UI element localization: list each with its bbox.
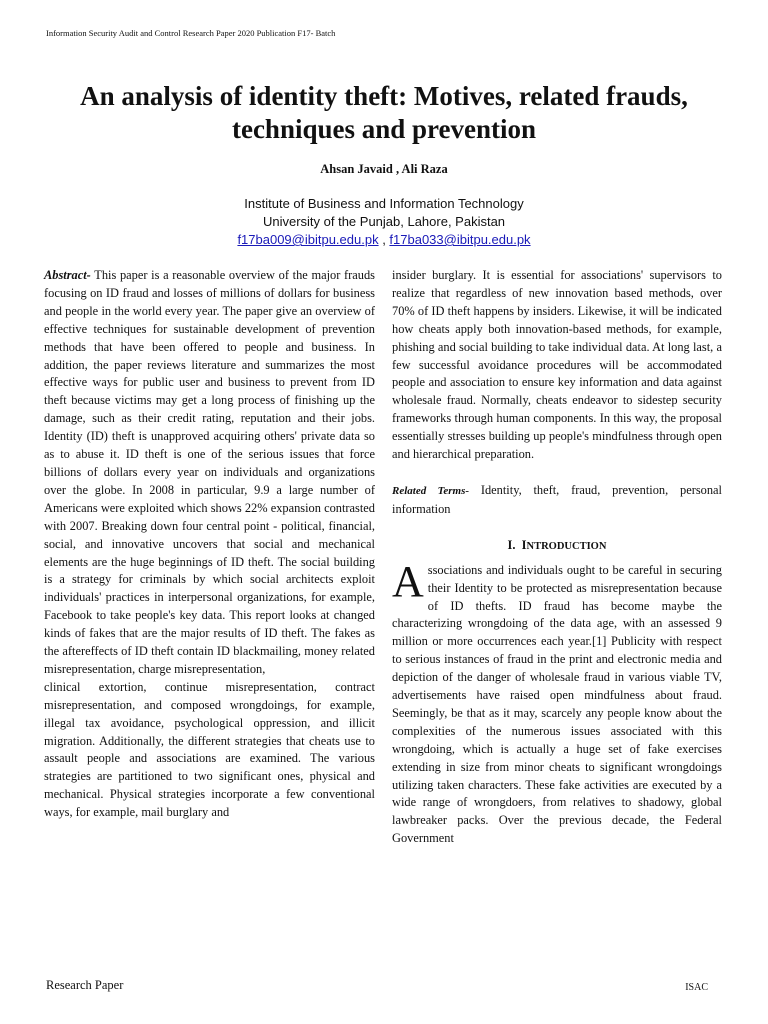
email-separator: ,	[378, 232, 390, 247]
running-header: Information Security Audit and Control Research Paper 2020 Publication F17- Batch	[46, 28, 336, 38]
section-numeral: I.	[507, 537, 516, 552]
right-column	[392, 267, 722, 848]
left-column	[44, 267, 375, 822]
institute-name: Institute of Business and Information Technology	[244, 196, 524, 211]
introduction-text: ssociations and individuals ought to be careful in securing their Identity to be protected as misrepresentation because of ID thefts. ID fraud has become maybe the characterizing wrongdoing of the data age, with an assessed 9 million or more occurrences each year.[1] Publicity with respect to serious instances of fraud in the print and electronic media and depiction of the danger of wholesale fraud in various viable TV, advertisements have raised open mindfulness about fraud. Seemingly, be that as it may, scarcely any people know about the complexities of the numerous issues associated with this wrongdoing, which is actually a huge set of fake exercises extending in size from minor cheats to significant wrongdoings utilizing taken characters. These fake activities are executed by a wide range of wrongdoers, from relatives to shadowy, global lawbreaker packs. Over the previous decade, the Federal Government	[392, 562, 722, 846]
email-line	[0, 231, 768, 249]
affiliation-block	[0, 195, 768, 249]
section-heading-initial: I	[521, 537, 527, 552]
abstract-text-continued: insider burglary. It is essential for associations' supervisors to realize that regardless of new innovation based methods, over 70% of ID theft happens by insiders. Likewise, it will be indicated how cheats apply both innovation-based methods, for example, phishing and social building to take individual data. At long last, a few successful avoidance procedures will be accommodated people and association to ensure key information and data against wholesale fraud. Normally, cheats endeavor to sidestep security frameworks through human components. In this way, the proposal essentially stresses building up people's mindfulness through open and hierarchical preparation.	[392, 268, 722, 462]
abstract-text: This paper is a reasonable overview of the major frauds focusing on ID fraud and losses of millions of dollars for business and people in the world every year. The paper give an overview of effective techniques for sustainable development of prevention methods that have been offered to people and business. In addition, the paper reviews literature and summarizes the most effective ways for public user and business to prevent from ID theft because victims may get a long process of finishing up the damage, such as their credit rating, reputation and their jobs. Identity (ID) theft is unapproved acquiring others' private data so as to abuse it. ID theft is one of the serious issues that force billions of dollars every year on individuals and organizations over the globe. In 2008 in particular, 9.9 a large number of Americans were exploited which shows 22% expansion contrasted with 2007. Breaking down four central point - political, financial, social, and innovative uncovers that social and mechanical elements are the huge beginnings of ID theft. The social building is a strategy for criminals by which social architects exploit individuals' practices in interpersonal organizations, for example, Facebook to take people's key data. This report looks at changed kinds of fakes that are the major results of ID theft. The fakes as the aftereffects of ID theft contain ID blackmailing, money related misrepresentation, charge misrepresentation,	[44, 268, 375, 676]
section-heading-introduction	[392, 537, 722, 556]
introduction-paragraph	[392, 556, 722, 849]
paper-title: An analysis of identity theft: Motives, related frauds, techniques and prevention	[80, 81, 688, 144]
abstract-paragraph	[44, 267, 375, 679]
related-terms-text: Identity, theft, fraud, prevention, personal information	[392, 482, 722, 516]
footer-right: ISAC	[685, 982, 708, 993]
email-link-2[interactable]: f17ba033@ibitpu.edu.pk	[389, 232, 531, 247]
abstract-label: Abstract-	[44, 268, 91, 282]
section-heading-rest: NTRODUCTION	[526, 540, 607, 552]
abstract-paragraph-continued: clinical extortion, continue misrepresentation, contract misrepresentation, and composed wrongdoings, for example, illegal tax avoidance, psychological oppression, and illicit migration. Additionally, the different strategies that cheats use to assault people and associations are examined. The various strategies are partitioned to two significant ones, physical and mechanical. Physical strategies incorporate a few conventional ways, for example, mail burglary and	[44, 679, 375, 820]
email-link-1[interactable]: f17ba009@ibitpu.edu.pk	[237, 232, 379, 247]
university-name: University of the Punjab, Lahore, Pakistan	[262, 214, 506, 229]
author-list: Ahsan Javaid , Ali Raza	[320, 162, 448, 176]
related-terms	[392, 482, 722, 519]
drop-cap: A	[392, 556, 424, 606]
related-terms-label: Related Terms-	[392, 484, 470, 497]
footer-left: Research Paper	[46, 978, 124, 992]
